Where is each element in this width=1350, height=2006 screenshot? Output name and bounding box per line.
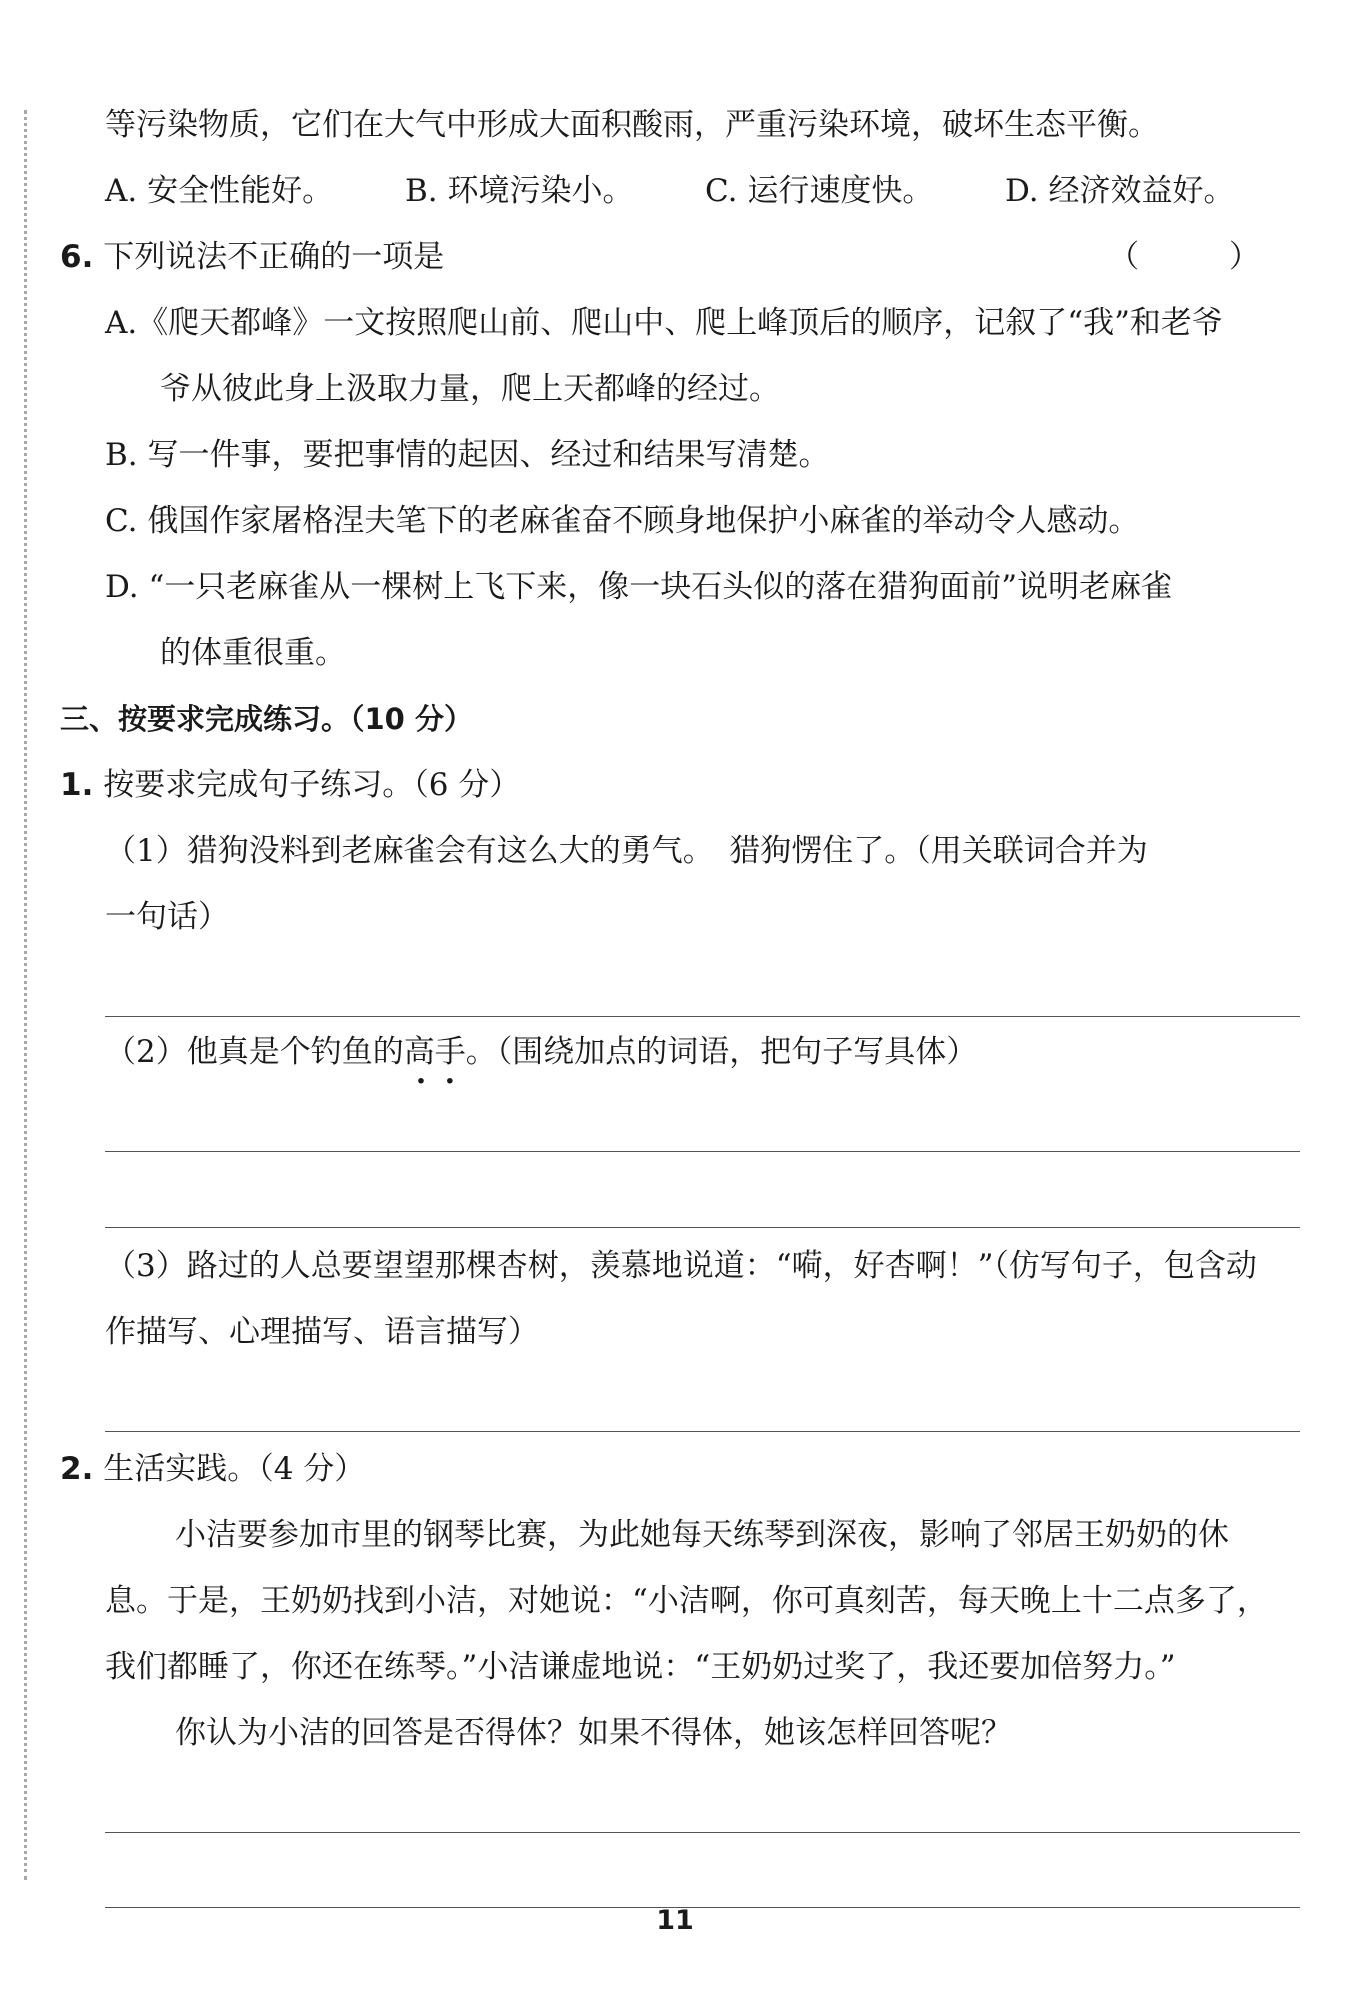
page-number: 11 bbox=[656, 1905, 694, 1936]
ex2-number: 2. bbox=[60, 1451, 94, 1487]
q6-option-a-line1[interactable]: A.《爬天都峰》一文按照爬山前、爬山中、爬上峰顶后的顺序，记叙了“我”和老爷 bbox=[105, 305, 1223, 341]
section-3-heading: 三、按要求完成练习。（10 分） bbox=[60, 702, 473, 736]
answer-line-3[interactable] bbox=[105, 1227, 1300, 1228]
q6-option-c[interactable]: C. 俄国作家屠格涅夫笔下的老麻雀奋不顾身地保护小麻雀的举动令人感动。 bbox=[105, 503, 1140, 539]
q5-option-b[interactable]: B. 环境污染小。 bbox=[405, 173, 634, 209]
q6-answer-paren[interactable]: （ ） bbox=[1108, 239, 1300, 275]
q6-header bbox=[60, 224, 1300, 290]
answer-line-1[interactable] bbox=[105, 1016, 1300, 1017]
answer-line-4[interactable] bbox=[105, 1431, 1300, 1432]
q5-option-d[interactable]: D. 经济效益好。 bbox=[1005, 173, 1235, 209]
q6-number: 6. bbox=[60, 239, 94, 275]
ex1-s1-line1: （1）猎狗没料到老麻雀会有这么大的勇气。 猎狗愣住了。（用关联词合并为 bbox=[105, 833, 1148, 869]
ex1-s1-line2: 一句话） bbox=[105, 899, 229, 935]
ex2-title: 生活实践。（4 分） bbox=[103, 1451, 366, 1487]
q5-option-c[interactable]: C. 运行速度快。 bbox=[705, 173, 934, 209]
q5-options bbox=[60, 158, 1300, 224]
ex1-s2-pre: （2）他真是个钓鱼的 bbox=[105, 1034, 404, 1070]
q6-stem: 下列说法不正确的一项是 bbox=[103, 239, 445, 275]
ex2-para-line3: 我们都睡了，你还在练琴。”小洁谦虚地说：“王奶奶过奖了，我还要加倍努力。” bbox=[105, 1649, 1176, 1685]
q5-stem-continuation: 等污染物质，它们在大气中形成大面积酸雨，严重污染环境，破坏生态平衡。 bbox=[105, 107, 1159, 143]
q6-option-d-line1[interactable]: D. “一只老麻雀从一棵树上飞下来，像一块石头似的落在猎狗面前”说明老麻雀 bbox=[105, 569, 1173, 605]
ex2-para-line1: 小洁要参加市里的钢琴比赛，为此她每天练琴到深夜，影响了邻居王奶奶的休 bbox=[175, 1517, 1229, 1553]
binding-margin-line bbox=[24, 110, 27, 1880]
ex1-title: 按要求完成句子练习。（6 分） bbox=[103, 767, 521, 803]
ex1-s3-line2: 作描写、心理描写、语言描写） bbox=[105, 1314, 539, 1350]
q5-option-a[interactable]: A. 安全性能好。 bbox=[105, 173, 334, 209]
q6-option-d-line2: 的体重很重。 bbox=[160, 635, 346, 671]
dotted-word: 高手 · · bbox=[404, 1019, 466, 1085]
worksheet-page bbox=[60, 92, 1300, 1908]
ex1-s2 bbox=[60, 1019, 1300, 1085]
ex2-para-line2: 息。于是，王奶奶找到小洁，对她说：“小洁啊，你可真刻苦，每天晚上十二点多了， bbox=[105, 1583, 1268, 1619]
q6-option-b[interactable]: B. 写一件事，要把事情的起因、经过和结果写清楚。 bbox=[105, 437, 830, 473]
ex2-question: 你认为小洁的回答是否得体？如果不得体，她该怎样回答呢？ bbox=[175, 1715, 1012, 1751]
ex1-s3-line1: （3）路过的人总要望望那棵杏树，羡慕地说道：“嗬，好杏啊！”（仿写句子，包含动 bbox=[105, 1248, 1257, 1284]
ex1-s2-post: 。（围绕加点的词语，把句子写具体） bbox=[465, 1034, 978, 1070]
q6-option-a-line2: 爷从彼此身上汲取力量，爬上天都峰的经过。 bbox=[160, 371, 780, 407]
ex1-number: 1. bbox=[60, 767, 94, 803]
